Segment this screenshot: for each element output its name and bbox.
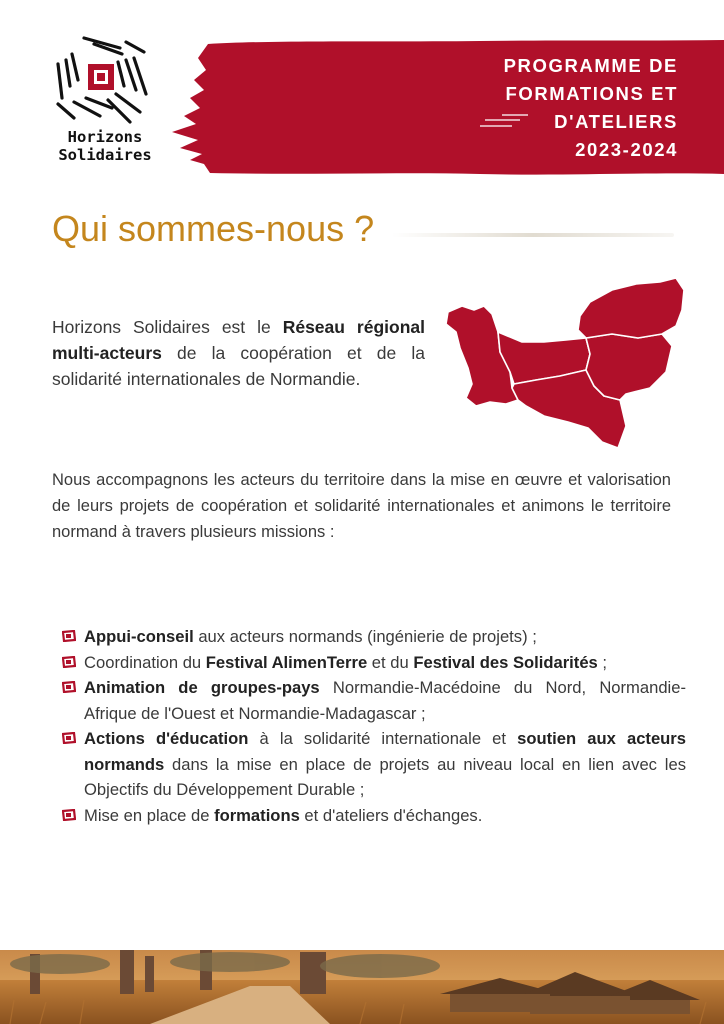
banner-line2: FORMATIONS ET <box>505 83 678 104</box>
list-item <box>62 803 686 829</box>
mission-bold: soutien aux acteurs normands <box>84 729 686 774</box>
mission-text: Normandie-Macédoine du Nord, Normandie-Afrique de l'Ouest et Normandie-Madagascar ; <box>84 678 687 723</box>
square-bullet-icon <box>62 630 76 642</box>
mission-bold: Festival AlimenTerre <box>205 652 368 672</box>
square-bullet-icon <box>62 681 76 693</box>
banner-title <box>504 52 678 164</box>
mission-bold: Animation de groupes-pays <box>84 678 320 697</box>
normandy-map-icon <box>440 276 690 461</box>
radiating-square-logo-icon <box>52 34 152 126</box>
logo-name-line1: Horizons <box>67 128 143 146</box>
banner-line1: PROGRAMME DE <box>503 55 678 76</box>
mission-text: à la solidarité internationale et <box>248 729 518 748</box>
mission-bold: Appui-conseil <box>84 627 194 646</box>
section-title: Qui sommes-nous ? <box>52 208 375 249</box>
logo-name-line2: Solidaires <box>58 146 152 164</box>
mission-text: dans la mise en place de projets au niveau local en lien avec les Objectifs du Développement Durable ; <box>84 754 686 799</box>
mission-text: Mise en place de <box>84 805 215 825</box>
mission-bold: Actions d'éducation <box>84 729 249 748</box>
mission-bold: Festival des Solidarités <box>413 652 598 672</box>
mission-bold: formations <box>214 805 300 825</box>
village-road-photo <box>0 950 724 1024</box>
list-item <box>62 650 686 676</box>
mission-text: et du <box>367 652 414 672</box>
square-bullet-icon <box>62 656 76 668</box>
intro-text-2: de la coopération et de la solidarité internationales de Normandie. <box>52 343 425 389</box>
title-underline <box>392 233 674 237</box>
mission-text: et d'ateliers d'échanges. <box>299 805 483 825</box>
intro-paragraph <box>52 314 425 392</box>
mission-text: aux acteurs normands (ingénierie de projets) ; <box>193 627 537 646</box>
intro-text-1: Horizons Solidaires est le <box>52 317 283 337</box>
list-item <box>62 624 686 650</box>
square-bullet-icon <box>62 809 76 821</box>
mission-text: Coordination du <box>84 652 206 672</box>
list-item <box>62 726 686 803</box>
intro-bold: Réseau régional multi-acteurs <box>52 317 425 363</box>
mission-text: ; <box>597 652 608 672</box>
header-banner <box>150 36 724 178</box>
banner-line4: 2023-2024 <box>575 139 678 160</box>
banner-line3: D'ATELIERS <box>554 111 678 132</box>
list-item <box>62 675 686 726</box>
square-bullet-icon <box>62 732 76 744</box>
missions-list <box>62 624 686 828</box>
mission-intro-paragraph: Nous accompagnons les acteurs du territoire dans la mise en œuvre et valorisation de leurs projets de coopération et solidarité internationales et animons le territoire normand à travers plusieurs missions : <box>52 471 671 541</box>
